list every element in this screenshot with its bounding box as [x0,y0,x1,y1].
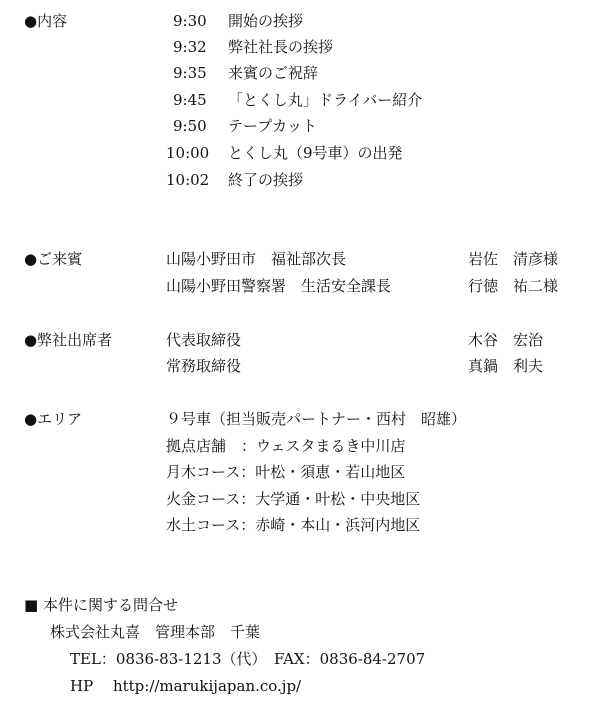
section-heading-program: ●内容 [24,12,68,30]
program-item-1: 開始の挨拶 [228,12,304,30]
program-item-6: とくし丸（9号車）の出発 [228,144,403,162]
program-time-7: 10:02 [166,171,210,189]
program-time-5: 9:50 [173,117,207,135]
program-item-3: 来賓のご祝辞 [228,64,319,82]
guest-name-2: 行徳 祐二様 [468,277,559,295]
attendee-role-1: 代表取締役 [166,331,242,349]
program-item-7: 終了の挨拶 [228,171,304,189]
program-item-4: 「とくし丸」ドライバー紹介 [228,91,423,109]
program-time-3: 9:35 [173,64,207,82]
section-heading-contact: ■ 本件に関する問合せ [24,596,178,614]
section-heading-attendees: ●弊社出席者 [24,331,113,349]
program-time-2: 9:32 [173,38,207,56]
area-line-5: 水土コース：赤崎・本山・浜河内地区 [166,516,421,534]
area-line-3: 月木コース：叶松・須恵・若山地区 [166,463,406,481]
attendee-role-2: 常務取締役 [166,357,242,375]
area-line-4: 火金コース：大学通・叶松・中央地区 [166,490,421,508]
program-item-5: テープカット [228,117,317,135]
attendee-name-2: 真鍋 利夫 [468,357,544,375]
section-heading-guests: ●ご来賓 [24,250,83,268]
area-line-1: ９号車（担当販売パートナー・西村 昭雄） [166,410,467,428]
program-time-6: 10:00 [166,144,210,162]
program-item-2: 弊社社長の挨拶 [228,38,334,56]
program-time-1: 9:30 [173,12,207,30]
contact-company: 株式会社丸喜 管理本部 千葉 [50,623,261,641]
guest-org-2: 山陽小野田警察署 生活安全課長 [166,277,392,295]
program-time-4: 9:45 [173,91,207,109]
section-heading-area: ●エリア [24,410,83,428]
guest-name-1: 岩佐 清彦様 [468,250,559,268]
contact-tel-fax: TEL：0836-83-1213（代） FAX：0836-84-2707 [70,650,426,668]
area-line-2: 拠点店舗 ：ウェスタまるき中川店 [166,437,406,455]
attendee-name-1: 木谷 宏治 [468,331,544,349]
guest-org-1: 山陽小野田市 福祉部次長 [166,250,347,268]
contact-homepage: HP http://marukijapan.co.jp/ [70,677,302,695]
